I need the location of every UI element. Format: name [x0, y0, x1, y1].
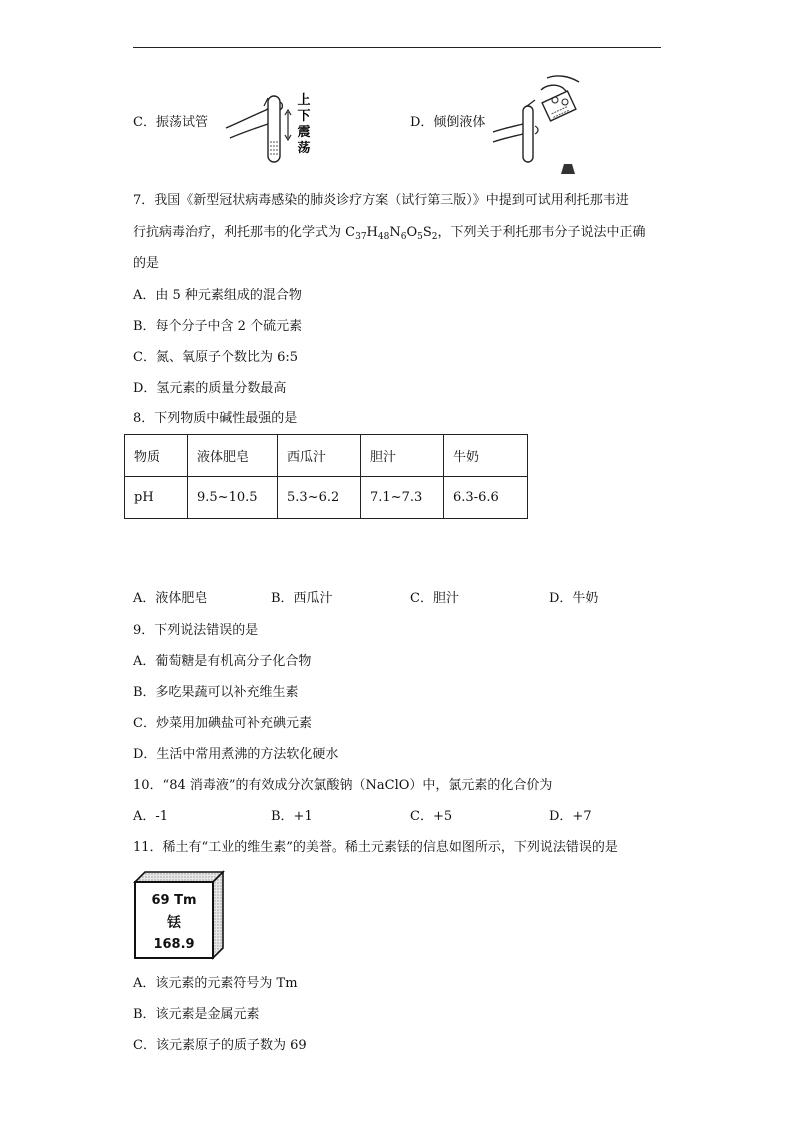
q11-option-a: A．该元素的元素符号为 Tm	[133, 976, 298, 991]
q10-stem: 10．“84 消毒液”的有效成分次氯酸钠（NaClO）中，氯元素的化合价为	[133, 778, 553, 793]
shake-test-tube-figure	[222, 80, 322, 166]
q6-option-d: D．倾倒液体	[410, 115, 486, 130]
header-rule	[133, 47, 661, 48]
formula-sub-s: 2	[431, 232, 438, 242]
q7-option-d: D．氢元素的质量分数最高	[133, 381, 287, 396]
q8-option-a: A．液体肥皂	[133, 591, 208, 606]
q7-line-3: 的是	[133, 256, 160, 271]
q9-stem: 9．下列说法错误的是	[133, 623, 259, 638]
formula-sub-c: 37	[355, 232, 367, 242]
q10-option-c: C．+5	[410, 809, 453, 824]
q8-option-c: C．胆汁	[410, 591, 459, 606]
q7-line-2-post: ，下列关于利托那韦分子说法中正确	[437, 225, 646, 240]
table-cell: 6.3-6.6	[444, 477, 528, 519]
formula-s: S	[422, 225, 432, 240]
table-row	[125, 477, 528, 519]
q7-line-2-pre: 行抗病毒治疗，利托那韦的化学式为 C	[133, 225, 356, 240]
q6-option-c: C．振荡试管	[133, 115, 208, 130]
formula-h: H	[366, 225, 378, 240]
formula-o: O	[406, 225, 418, 240]
table-cell: 胆汁	[361, 435, 444, 477]
element-mass: 168.9	[153, 937, 195, 952]
q7-option-c: C．氮、氧原子个数比为 6:5	[133, 350, 299, 365]
q8-stem: 8．下列物质中碱性最强的是	[133, 411, 298, 426]
table-cell: 9.5~10.5	[188, 477, 278, 519]
q10-option-d: D．+7	[549, 809, 592, 824]
figure-text-1: 上	[297, 93, 311, 108]
q9-option-c: C．炒菜用加碘盐可补充碘元素	[133, 716, 312, 731]
table-cell: 7.1~7.3	[361, 477, 444, 519]
q7-line-1: 7．我国《新型冠状病毒感染的肺炎诊疗方案（试行第三版）》中提到可试用利托那韦进	[133, 193, 629, 208]
table-cell: 西瓜汁	[278, 435, 361, 477]
table-cell: 牛奶	[444, 435, 528, 477]
table-cell: pH	[125, 477, 188, 519]
q9-option-b: B．多吃果蔬可以补充维生素	[133, 685, 299, 700]
table-header-row	[125, 435, 528, 477]
q8-option-b: B．西瓜汁	[271, 591, 333, 606]
q7-option-a: A．由 5 种元素组成的混合物	[133, 288, 302, 303]
formula-n: N	[389, 225, 401, 240]
q9-option-d: D．生活中常用煮沸的方法软化硬水	[133, 747, 339, 762]
element-name: 铥	[167, 915, 181, 931]
formula-sub-n: 6	[400, 232, 407, 242]
figure-text-4: 荡	[297, 141, 311, 156]
formula-sub-h: 48	[377, 232, 390, 242]
q11-option-b: B．该元素是金属元素	[133, 1007, 260, 1022]
q7-option-b: B．每个分子中含 2 个硫元素	[133, 319, 303, 334]
figure-text-2: 下	[297, 109, 311, 124]
element-number-symbol: 69 Tm	[151, 893, 197, 908]
element-card-figure	[133, 870, 227, 960]
q11-option-c: C．该元素原子的质子数为 69	[133, 1038, 307, 1053]
q10-option-b: B．+1	[271, 809, 313, 824]
table-cell: 液体肥皂	[188, 435, 278, 477]
table-cell: 物质	[125, 435, 188, 477]
q10-option-a: A．-1	[133, 809, 169, 824]
table-cell: 5.3~6.2	[278, 477, 361, 519]
ph-table	[124, 434, 528, 519]
figure-text-3: 震	[297, 125, 311, 140]
q9-option-a: A．葡萄糖是有机高分子化合物	[133, 654, 312, 669]
q8-option-d: D．牛奶	[549, 591, 599, 606]
pour-liquid-figure	[487, 70, 587, 176]
formula-sub-o: 5	[417, 232, 423, 242]
q11-stem: 11．稀土有“工业的维生素”的美誉。稀土元素铥的信息如图所示，下列说法错误的是	[133, 840, 618, 855]
q7-line-2	[133, 225, 646, 241]
